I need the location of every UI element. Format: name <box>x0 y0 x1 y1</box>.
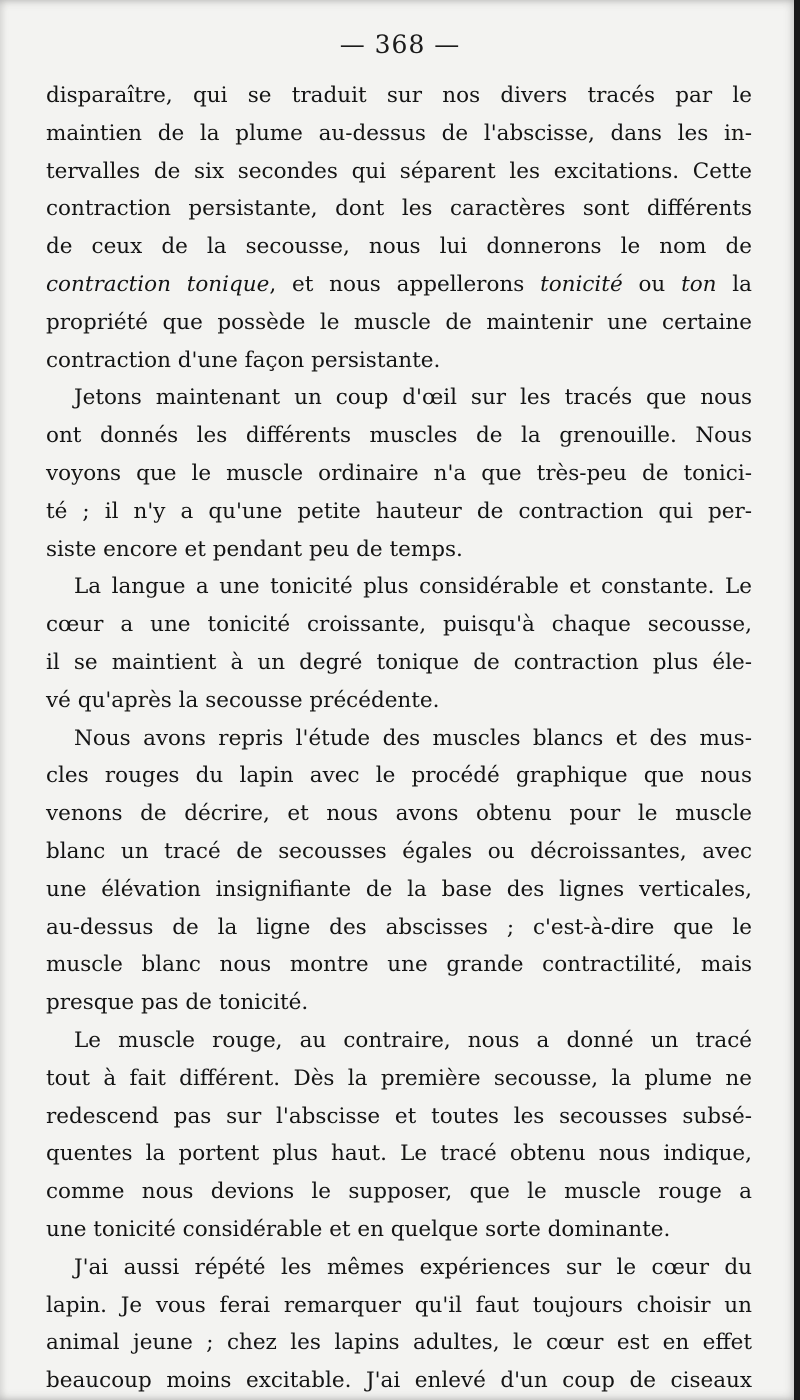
text-line: siste encore et pendant peu de temps. <box>46 536 463 562</box>
text-line <box>46 266 752 304</box>
text-line: contraction persistante, dont les caractères sont différents <box>46 196 752 222</box>
text-segment: , et nous appellerons <box>269 271 541 297</box>
text-line: une tonicité considérable et en quelque sorte dominante. <box>46 1216 671 1242</box>
text-line: une élévation insignifiante de la base des lignes verticales, <box>46 876 752 902</box>
text-line: tout à fait différent. Dès la première secousse, la plume ne <box>46 1065 752 1091</box>
text-line: presque pas de tonicité. <box>46 990 309 1016</box>
text-line: comme nous devions le supposer, que le muscle rouge a <box>46 1179 752 1205</box>
text-line: té ; il n'y a qu'une petite hauteur de contraction qui per- <box>46 498 752 524</box>
text-line: maintien de la plume au-dessus de l'abscisse, dans les in- <box>46 120 752 146</box>
italic-term: contraction tonique <box>46 271 270 297</box>
text-segment: la <box>716 271 752 297</box>
text-line: cœur a une tonicité croissante, puisqu'à chaque secousse, <box>46 612 752 638</box>
text-line: voyons que le muscle ordinaire n'a que très-peu de tonici- <box>46 460 752 486</box>
text-line: venons de décrire, et nous avons obtenu pour le muscle <box>46 801 752 827</box>
italic-term: tonicité <box>540 271 623 297</box>
text-line: J'ai aussi répété les mêmes expériences sur le cœur du <box>74 1254 752 1280</box>
text-line: au-dessus de la ligne des abscisses ; c'est-à-dire que le <box>46 914 752 940</box>
text-line: vé qu'après la secousse précédente. <box>46 687 440 713</box>
text-line: redescend pas sur l'abscisse et toutes les secousses subsé- <box>46 1103 752 1129</box>
text-line: beaucoup moins excitable. J'ai enlevé d'un coup de ciseaux <box>46 1368 752 1394</box>
body-text <box>46 77 752 1400</box>
text-line: de ceux de la secousse, nous lui donnerons le nom de <box>46 234 752 260</box>
text-line: propriété que possède le muscle de maintenir une certaine <box>46 309 752 335</box>
text-line: blanc un tracé de secousses égales ou décroissantes, avec <box>46 838 752 864</box>
text-line: Le muscle rouge, au contraire, nous a donné un tracé <box>74 1027 752 1053</box>
text-segment: ou <box>622 271 682 297</box>
text-line: animal jeune ; chez les lapins adultes, le cœur est en effet <box>46 1330 752 1356</box>
text-line: contraction d'une façon persistante. <box>46 347 441 373</box>
text-line: tervalles de six secondes qui séparent les excitations. Cette <box>46 158 752 184</box>
text-line: il se maintient à un degré tonique de contraction plus éle- <box>46 649 752 675</box>
text-line: muscle blanc nous montre une grande contractilité, mais <box>46 952 752 978</box>
text-line: Nous avons repris l'étude des muscles blancs et des mus- <box>74 725 752 751</box>
text-line: La langue a une tonicité plus considérable et constante. Le <box>74 574 752 600</box>
text-line: quentes la portent plus haut. Le tracé obtenu nous indique, <box>46 1141 752 1167</box>
page-edge <box>794 0 800 1400</box>
page-number: — 368 — <box>339 30 461 59</box>
text-line: Jetons maintenant un coup d'œil sur les tracés que nous <box>74 385 752 411</box>
text-line: ont donnés les différents muscles de la grenouille. Nous <box>46 423 752 449</box>
text-line: lapin. Je vous ferai remarquer qu'il faut toujours choisir un <box>46 1292 752 1318</box>
text-line: cles rouges du lapin avec le procédé graphique que nous <box>46 763 752 789</box>
italic-term: ton <box>681 271 717 297</box>
text-line: disparaître, qui se traduit sur nos divers tracés par le <box>46 83 752 108</box>
